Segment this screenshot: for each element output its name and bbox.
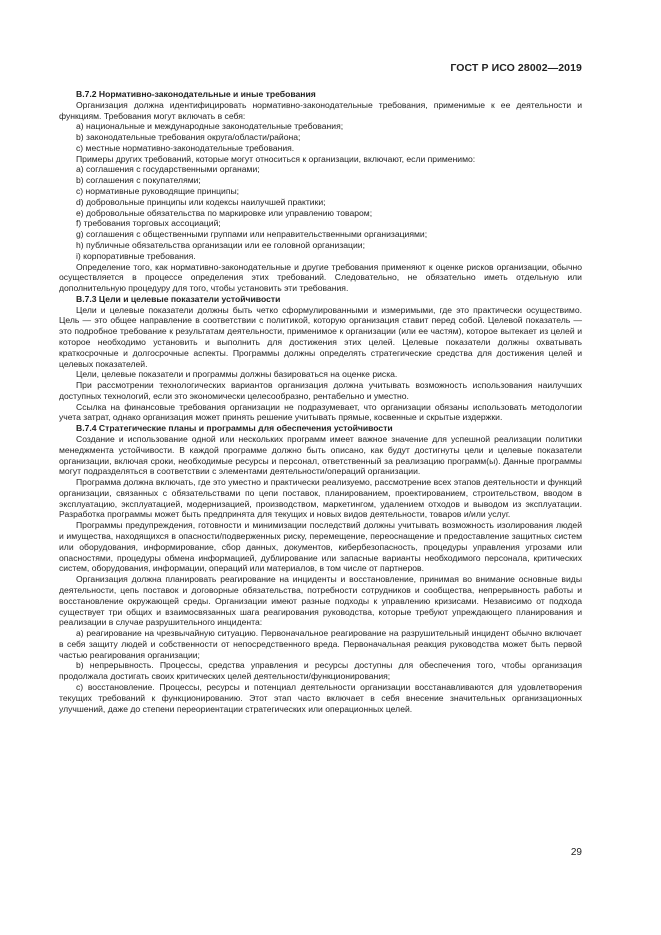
standard-designation: ГОСТ Р ИСО 28002—2019: [450, 62, 582, 74]
section-b73-paragraph-2: Цели, целевые показатели и программы должны базироваться на оценке риска.: [76, 369, 398, 380]
list-item: g) соглашения с общественными группами или неправительственными организациями;: [76, 229, 428, 240]
list-item: c) местные нормативно-законодательные требования.: [76, 142, 295, 153]
page-number: 29: [570, 847, 582, 858]
section-b72-paragraph-3: Определение того, как нормативно-законодательные и другие требования применяют к оценке рисков организации, обычно осуществляется в процессе определения этих требований. Следовательно, не обязательно иметь отдельную или дополнительную процедуру для того, чтобы установить эти требования.: [59, 261, 582, 294]
list-item: а) реагирование на чрезвычайную ситуацию. Первоначальное реагирование на разрушительный инцидент обычно включает в себя защиту людей и собственности от непосредственного вреда. Первоначальная реакция руководства может быть первой частью реагирования организации;: [59, 628, 582, 660]
section-b74-paragraph-4: Организация должна планировать реагирование на инциденты и восстановление, принимая во внимание основные виды деятельности, цепь поставок и договорные обязательства, потребности сотрудников и сообщества, непрерывность работы и восстановление окружающей среды. Организации имеют разные подходы к управлению кризисами. Независимо от подхода существует три общих и взаимосвязанных шага реагирования руководства, которые требуют упреждающего планирования и реализации в случае разрушительного инцидента:: [59, 574, 582, 628]
list-item: d) добровольные принципы или кодексы наилучшей практики;: [76, 196, 326, 207]
document-body: [59, 89, 582, 714]
section-b72-paragraph-1: Организация должна идентифицировать нормативно-законодательные требования, применимые к ее деятельности и функциям. Требования могут включать в себя:: [59, 99, 582, 121]
section-b73-heading: В.7.3 Цели и целевые показатели устойчивости: [76, 293, 281, 304]
section-b74-paragraph-1: Создание и использование одной или нескольких программ имеет важное значение для успешной реализации политики менеджмента устойчивости. В каждой программе должно быть описано, как будут достигнуты цели и целевые показатели организации, включая сроки, необходимые ресурсы и персонал, ответственный за реализацию программ(ы). Данные программы могут подразделяться в соответствии с элементами деятельности/операций организации.: [59, 434, 582, 477]
section-b72-heading: В.7.2 Нормативно-законодательные и иные требования: [76, 89, 316, 99]
list-item: b) законодательные требования округа/области/района;: [76, 132, 301, 143]
list-item: а) соглашения с государственными органами;: [76, 164, 260, 175]
list-item: b) соглашения с покупателями;: [76, 175, 201, 186]
list-item: b) непрерывность. Процессы, средства управления и ресурсы доступны для обеспечения того, чтобы организация продолжала достигать своих критических целей деятельности/функционирования;: [59, 660, 582, 682]
list-item: i) корпоративные требования.: [76, 250, 196, 261]
section-b74-paragraph-2: Программа должна включать, где это уместно и практически реализуемо, рассмотрение всех этапов деятельности и функций организации, связанных с обязательствами по цепи поставок, планированием, проектированием, строительством, вводом в эксплуатацию, эксплуатацией, модернизацией, производством, маркетингом, удалением отходов и выводом из эксплуатации. Разработка программы может быть предпринята для текущих и новых видов деятельности, товаров и/или услуг.: [59, 477, 582, 520]
section-b72-paragraph-2: Примеры других требований, которые могут относиться к организации, включают, если применимо:: [76, 153, 476, 164]
list-item: c) восстановление. Процессы, ресурсы и потенциал деятельности организации восстанавливаются для удовлетворения текущих требований к функционированию. Этот этап часто включает в себя внесение значительных организационных улучшений, даже до степени переориентации стратегических или операционных целей.: [59, 681, 582, 714]
section-b73-paragraph-3: При рассмотрении технологических вариантов организация должна учитывать возможность использования наилучших доступных технологий, если это экономически целесообразно, рентабельно и уместно.: [59, 380, 582, 401]
list-item: а) национальные и международные законодательные требования;: [76, 121, 344, 132]
section-b74-heading: В.7.4 Стратегические планы и программы для обеспечения устойчивости: [76, 423, 393, 434]
list-item: f) требования торговых ассоциаций;: [76, 218, 221, 229]
section-b73-paragraph-1: Цели и целевые показатели должны быть четко сформулированными и измеримыми, где это практически осуществимо. Цель — это общее направление в соответствии с политикой, которую организация ставит перед собой. Целевой показатель — это подробное требование к результатам деятельности, применимое к организации (или ее частям), которое вытекает из целей и которое необходимо установить и выполнить для достижения этих целей. Целевые показатели должны охватывать краткосрочные и долгосрочные аспекты. Программы должны определять стратегические средства для достижения целей и целевых показателей.: [59, 304, 582, 369]
section-b74-paragraph-3: Программы предупреждения, готовности и минимизации последствий должны учитывать возможность изолирования людей и имущества, находящихся в опасности/подверженных риску, перемещение, переоснащение и предоставление защитных систем или оборудования, информирование, сбор данных, документов, кибербезопасность, процедуры управления угрозами или опасностями, процедуры обмена информацией, дублирование или запасные варианты необходимого персонала, критических систем, оборудования, информации, операций или материалов, в том числе от партнеров.: [59, 520, 582, 574]
section-b73-paragraph-4: Ссылка на финансовые требования организации не подразумевает, что организации обязаны использовать методологии учета затрат, однако организация может принять решение учитывать прямые, косвенные и скрытые издержки.: [59, 401, 582, 423]
list-item: е) добровольные обязательства по маркировке или управлению товаром;: [76, 207, 373, 218]
list-item: h) публичные обязательства организации или ее головной организации;: [76, 239, 365, 250]
list-item: c) нормативные руководящие принципы;: [76, 186, 240, 197]
